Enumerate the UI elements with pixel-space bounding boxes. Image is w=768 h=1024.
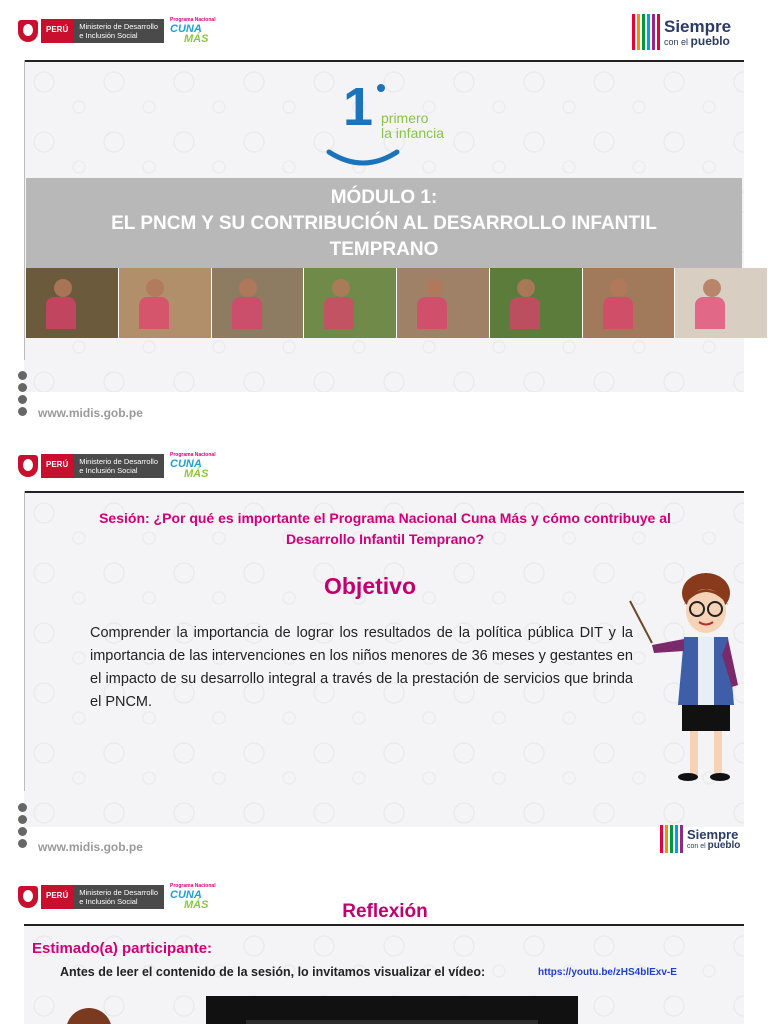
teacher-illustration bbox=[622, 565, 742, 795]
mas-label: MÁS bbox=[184, 33, 209, 45]
logo-la-infancia: la infancia bbox=[381, 125, 445, 141]
con-el-text: con el bbox=[687, 842, 706, 850]
module-title-line-2: EL PNCM Y SU CONTRIBUCIÓN AL DESARROLLO INFANTIL bbox=[111, 213, 657, 234]
peru-label: PERÚ bbox=[41, 885, 73, 909]
con-el-text: con el bbox=[664, 36, 689, 47]
twitter-icon[interactable] bbox=[18, 383, 27, 392]
reflection-heading: Reflexión bbox=[342, 901, 428, 922]
ministry-line-1: Ministerio de Desarrollo bbox=[79, 888, 159, 897]
peru-shield-icon bbox=[18, 20, 38, 42]
slide-3 bbox=[0, 878, 768, 1024]
photo-3 bbox=[212, 268, 305, 338]
cuna-mas-logo bbox=[170, 883, 224, 911]
video-player[interactable] bbox=[206, 996, 578, 1024]
stripes-icon bbox=[632, 14, 660, 50]
website-link[interactable]: www.midis.gob.pe bbox=[38, 840, 143, 854]
facebook-icon[interactable] bbox=[18, 803, 27, 812]
ministry-line-2: e Inclusión Social bbox=[79, 31, 138, 40]
slide-2 bbox=[0, 445, 768, 869]
mas-label: MÁS bbox=[184, 468, 209, 480]
photo-4 bbox=[304, 268, 397, 338]
youtube-icon[interactable] bbox=[18, 407, 27, 416]
left-divider bbox=[24, 60, 25, 360]
instagram-icon[interactable] bbox=[18, 827, 27, 836]
pueblo-text: pueblo bbox=[690, 33, 730, 48]
facebook-icon[interactable] bbox=[18, 371, 27, 380]
government-logo bbox=[18, 884, 224, 910]
module-title-line-1: MÓDULO 1: bbox=[330, 187, 438, 208]
smile-icon bbox=[325, 130, 405, 170]
primero-la-infancia-logo bbox=[325, 77, 495, 170]
video-link[interactable]: https://youtu.be/zHS4blExv-E bbox=[538, 967, 677, 978]
instagram-icon[interactable] bbox=[18, 395, 27, 404]
cuna-mas-logo bbox=[170, 452, 224, 480]
ministry-line-1: Ministerio de Desarrollo bbox=[79, 457, 159, 466]
peru-shield-icon bbox=[18, 886, 38, 908]
objective-heading: Objetivo bbox=[323, 573, 416, 599]
logo-primero: primero bbox=[381, 110, 429, 126]
peru-shield-icon bbox=[18, 455, 38, 477]
session-title-line-1: Sesión: ¿Por qué es importante el Programa Nacional Cuna Más y cómo contribuye al bbox=[99, 510, 671, 526]
program-label: Programa Nacional bbox=[170, 883, 216, 889]
greeting-text: Estimado(a) participante: bbox=[32, 940, 213, 957]
program-label: Programa Nacional bbox=[170, 452, 216, 458]
government-logo bbox=[18, 453, 224, 479]
social-icons bbox=[18, 803, 27, 848]
cuna-label: CUNA bbox=[170, 889, 202, 901]
pueblo-text: pueblo bbox=[707, 839, 741, 851]
siempre-con-el-pueblo-logo bbox=[660, 825, 740, 853]
twitter-icon[interactable] bbox=[18, 815, 27, 824]
photo-2 bbox=[119, 268, 212, 338]
siempre-text: Siempre bbox=[687, 826, 739, 842]
photo-6 bbox=[490, 268, 583, 338]
ministry-label bbox=[73, 885, 164, 909]
instruction-text: Antes de leer el contenido de la sesión, lo invitamos visualizar el vídeo: bbox=[60, 965, 486, 979]
objective-text: Comprender la importancia de lograr los resultados de la política pública DIT y la importancia de las intervenciones en los niños menores de 36 meses y gestantes en el impacto de su desarrollo integral a través de la prestación de servicios que brinda el PNCM. bbox=[90, 625, 633, 710]
peru-label: PERÚ bbox=[41, 454, 73, 478]
website-link[interactable]: www.midis.gob.pe bbox=[38, 406, 143, 420]
siempre-text: Siempre bbox=[664, 16, 732, 36]
photo-strip bbox=[26, 268, 768, 338]
ministry-label bbox=[73, 19, 164, 43]
peru-label: PERÚ bbox=[41, 19, 73, 43]
photo-8 bbox=[675, 268, 768, 338]
module-title-band bbox=[26, 178, 742, 268]
photo-7 bbox=[583, 268, 676, 338]
stripes-icon bbox=[660, 825, 683, 853]
module-title-line-3: TEMPRANO bbox=[329, 239, 439, 260]
session-title-line-2: Desarrollo Infantil Temprano? bbox=[285, 531, 485, 547]
ministry-label bbox=[73, 454, 164, 478]
program-label: Programa Nacional bbox=[170, 17, 216, 23]
logo-dot-icon bbox=[377, 84, 385, 92]
siempre-con-el-pueblo-logo bbox=[632, 14, 731, 50]
social-icons bbox=[18, 371, 27, 416]
photo-1 bbox=[26, 268, 119, 338]
youtube-icon[interactable] bbox=[18, 839, 27, 848]
mas-label: MÁS bbox=[184, 899, 209, 911]
cuna-label: CUNA bbox=[170, 458, 202, 470]
government-logo bbox=[18, 18, 224, 44]
ministry-line-2: e Inclusión Social bbox=[79, 897, 138, 906]
cuna-mas-logo bbox=[170, 17, 224, 45]
ministry-line-1: Ministerio de Desarrollo bbox=[79, 22, 159, 31]
ministry-line-2: e Inclusión Social bbox=[79, 466, 138, 475]
left-divider bbox=[24, 491, 25, 791]
session-title bbox=[30, 508, 740, 550]
cuna-label: CUNA bbox=[170, 23, 202, 35]
photo-5 bbox=[397, 268, 490, 338]
slide-1 bbox=[0, 0, 768, 433]
logo-number: 1 bbox=[343, 77, 374, 137]
